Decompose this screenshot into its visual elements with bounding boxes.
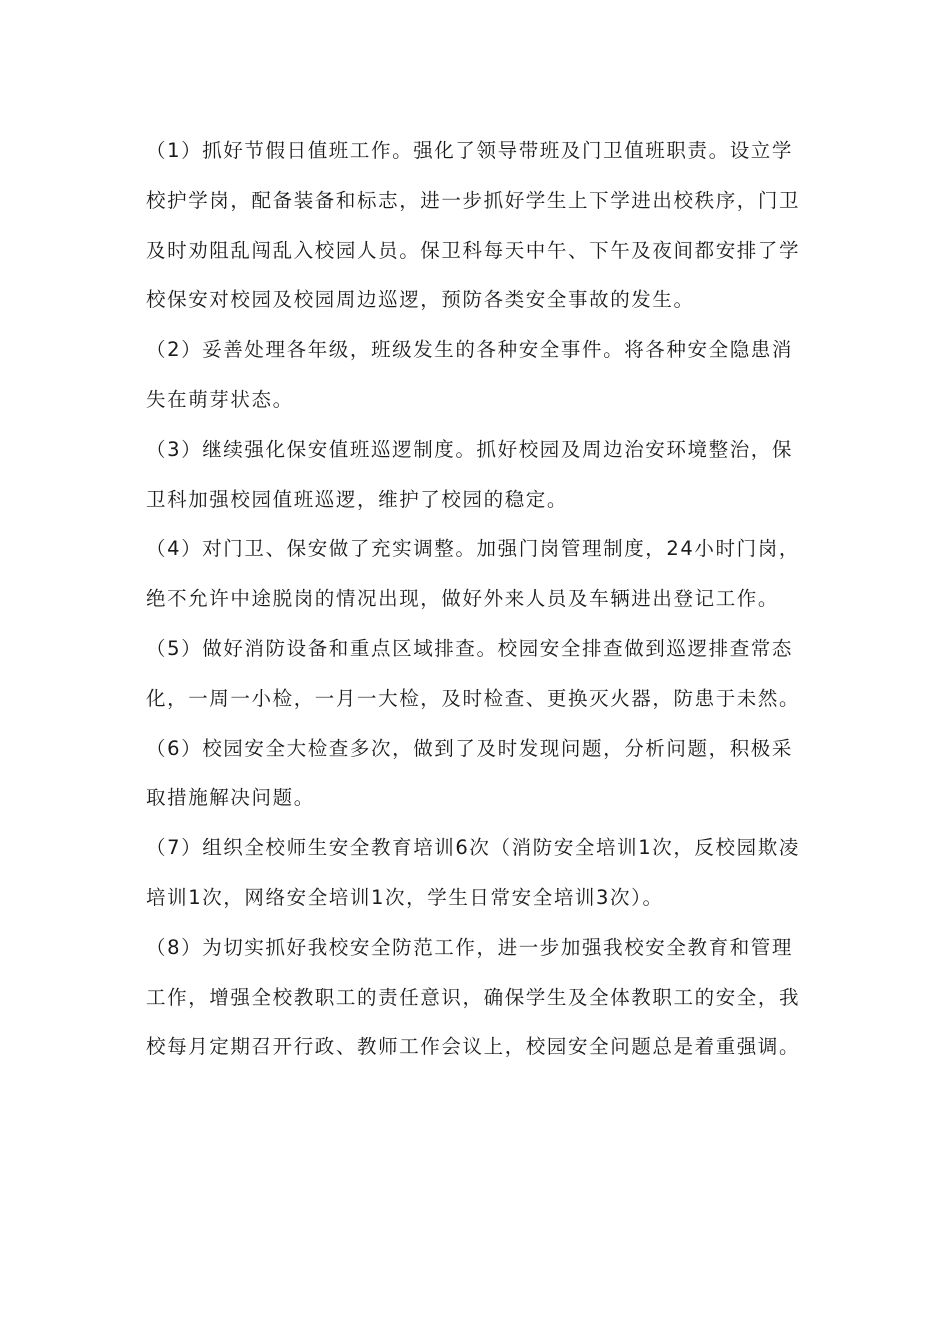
paragraph-4: （4）对门卫、保安做了充实调整。加强门岗管理制度，24小时门岗，绝不允许中途脱岗的情况出现，做好外来人员及车辆进出登记工作。 — [146, 537, 800, 611]
document-body — [146, 126, 808, 1072]
paragraph-3: （3）继续强化保安值班巡逻制度。抓好校园及周边治安环境整治，保卫科加强校园值班巡逻，维护了校园的稳定。 — [146, 437, 794, 511]
paragraph-5: （5）做好消防设备和重点区域排查。校园安全排查做到巡逻排查常态化，一周一小检，一月一大检，及时检查、更换灭火器，防患于未然。 — [146, 636, 801, 710]
paragraph-7: （7）组织全校师生安全教育培训6次（消防安全培训1次，反校园欺凌培训1次，网络安全培训1次，学生日常安全培训3次）。 — [146, 836, 800, 909]
paragraph-6: （6）校园安全大检查多次，做到了及时发现问题，分析问题，积极采取措施解决问题。 — [146, 736, 794, 810]
paragraph-1: （1）抓好节假日值班工作。强化了领导带班及门卫值班职责。设立学校护学岗，配备装备和标志，进一步抓好学生上下学进出校秩序，门卫及时劝阻乱闯乱入校园人员。保卫科每天中午、下午及夜间都安排了学校保安对校园及校园周边巡逻，预防各类安全事故的发生。 — [146, 139, 801, 312]
paragraph-2: （2）妥善处理各年级，班级发生的各种安全事件。将各种安全隐患消失在萌芽状态。 — [146, 338, 794, 411]
paragraph-8: （8）为切实抓好我校安全防范工作，进一步加强我校安全教育和管理工作，增强全校教职工的责任意识，确保学生及全体教职工的安全，我校每月定期召开行政、教师工作会议上，校园安全问题总是着重强调。 — [146, 935, 801, 1059]
